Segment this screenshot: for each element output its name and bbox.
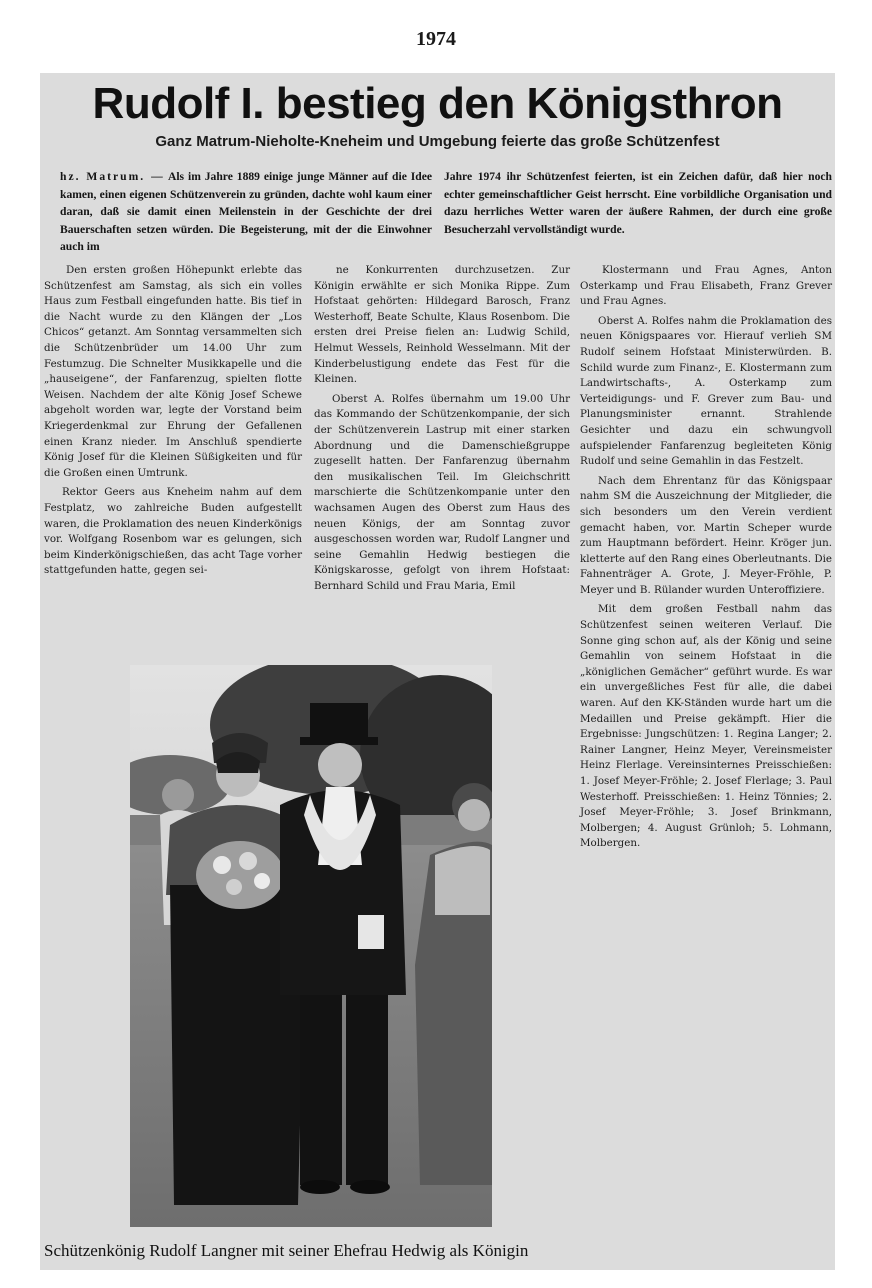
paragraph: Rektor Geers aus Kneheim nahm auf dem Festplatz, wo zahlreiche Buden aufgestellt waren, die Proklamation des neuen Kinderkönigs vor. Wolfgang Rosenbom war es gelungen, sich beim Kinderkönigschießen, das acht Tage vorher stattgefunden hatte, gegen sei- (44, 486, 302, 577)
photo-caption: Schützenkönig Rudolf Langner mit seiner Ehefrau Hedwig als Königin (44, 1241, 529, 1260)
paragraph: Oberst A. Rolfes übernahm um 19.00 Uhr das Kommando der Schützenkompanie, der sich der Schützenverein Lastrup mit einer starken Abordnung und die Damenschießgruppe zugesellt hatten. Der Fanfarenzug übernahm den musikalischen Teil. Im Gleichschritt marschierte die Schützenkompanie unter den wachsamen Augen des Oberst zum Haus des neuen Königs, der am Sonntag zuvor ausgeschossen worden war, Rudolf Langner und seine Gemahlin Hedwig bestiegen die Königskarosse, gefolgt von ihrem Hofstaat: Bernhard Schild und Frau Maria, Emil (314, 392, 570, 592)
dateline: hz. Matrum. — (60, 170, 165, 183)
royal-couple-photo (130, 665, 492, 1227)
paragraph: Oberst A. Rolfes nahm die Proklamation des neuen Königspaares vor. Hierauf verlieh SM Rudolf seinem Hofstaat Ministerwürden. B. Schild wurde zum Finanz-, E. Klostermann zum Landwirtschafts-, A. Osterkamp zum Verteidigungs- und F. Grever zum Bau- und Planungsminister ernannt. Strahlende Gesichter und dazu ein schwungvoll aufspielender Fanfarenzug begleiteten König Rudolf und seine Gemahlin in das Festzelt. (580, 314, 832, 468)
body-column-3 (580, 263, 832, 856)
newspaper-clipping (40, 73, 835, 1270)
lead-paragraph-left (60, 168, 432, 256)
paragraph: Nach dem Ehrentanz für das Königspaar nahm SM die Auszeichnung der Mitglieder, die sich besonders um den Verein verdient gemacht haben, vor. Martin Scheper wurde zum Hauptmann befördert. Heinr. Kröger jun. kletterte auf den Rang eines Oberleutnants. Die Fahnenträger A. Grote, J. Meyer-Fröhle, P. Meyer und B. Rülander wurden Unteroffiziere. (580, 474, 832, 596)
photo-illustration (130, 665, 492, 1227)
article-subheadline: Ganz Matrum-Nieholte-Kneheim und Umgebung feierte das große Schützenfest (155, 133, 720, 150)
paragraph: Mit dem großen Festball nahm das Schützenfest seinen weiteren Verlauf. Die Sonne ging schon auf, als der König und seine Gemahlin von seinem Hofstaat in die „königlichen Gemächer“ geführt wurde. Es war ein unvergeßliches Fest für alle, die dabei waren. Auf den KK-Ständen wurde hart um die Medaillen und Preise gekämpft. Hier die Ergebnisse: Jungschützen: 1. Regina Langer; 2. Rainer Langner, Heinz Meyer, Vereinsmeister Heinz Flerlage. Vereinsinternes Preisschießen: 1. Josef Meyer-Fröhle; 2. Josef Flerlage; 3. Paul Westerhoff. Preisschießen: 1. Heinz Tönnies; 2. Josef Meyer-Fröhle; 3. Josef Brinkmann, Molbergen; 4. August Grünloh; 5. Lohmann, Molbergen. (580, 603, 832, 850)
paragraph: ne Konkurrenten durchzusetzen. Zur Königin erwählte er sich Monika Rippe. Zum Hofstaat gehörten: Hildegard Barosch, Franz Westerhoff, Beate Schulte, Klaus Rosenbom. Die ersten drei Preise fielen an: Ludwig Schild, Helmut Wessels, Reinhold Wesselmann. Mit der Kinderbelustigung endete das Fest für die Kleinen. (314, 264, 570, 386)
article-headline: Rudolf I. bestieg den Königsthron (92, 79, 783, 128)
body-column-1 (44, 263, 302, 583)
paragraph: Klostermann und Frau Agnes, Anton Osterkamp und Frau Elisabeth, Franz Grever und Frau Agnes. (580, 264, 832, 308)
body-column-2 (314, 263, 570, 598)
lead-text-left: Als im Jahre 1889 einige junge Männer auf die Idee kamen, einen eigenen Schützenverein zu gründen, dachte wohl kaum einer daran, daß sie damit einen Meilenstein in der Geschichte der drei Bauerschaften setzen würden. Die Begeisterung, mit der die Einwohner auch im (60, 170, 433, 254)
lead-paragraph-right: Jahre 1974 ihr Schützenfest feierten, ist ein Zeichen dafür, daß hier noch echter gemeinschaftlicher Geist herrscht. Eine vorbildliche Organisation und dazu herrliches Wetter waren der äußere Rahmen, der durch eine große Besucherzahl vervollständigt wurde. (444, 170, 832, 236)
page-year: 1974 (416, 28, 456, 50)
paragraph: Den ersten großen Höhepunkt erlebte das Schützenfest am Samstag, als sich ein volles Haus zum Festball eingefunden hatte. Bis tief in die Nacht wurde zu den Klängen der „Los Chicos“ getanzt. Am Sonntag versammelten sich die Schützenbrüder um 14.00 Uhr zum Festumzug. Die Schnelter Musikkapelle und die „hauseigene“, der Fanfarenzug, spielten flotte Weisen. Nachdem der alte König Josef Schewe abgeholt worden war, legte der Vorstand beim Kriegerdenkmal zur Ehrung der Gefallenen einen Kranz nieder. Im Anschluß spendierte König Josef für die Kleinen Süßigkeiten und für die Großen einen Umtrunk. (44, 264, 302, 479)
